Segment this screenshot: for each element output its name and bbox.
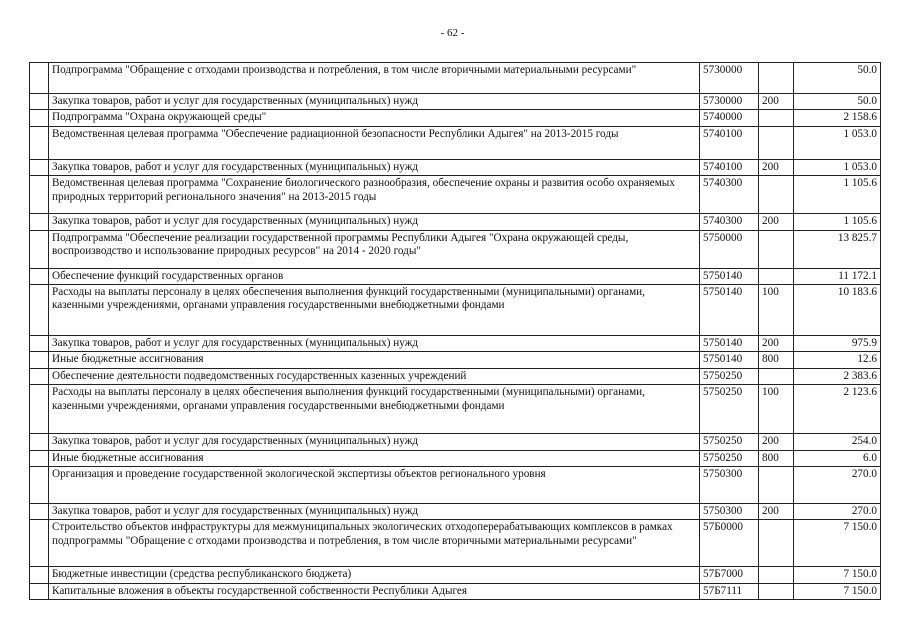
row-margin-cell	[30, 450, 49, 466]
row-type-cell	[759, 126, 794, 159]
row-type-cell: 200	[759, 434, 794, 450]
table-row	[30, 450, 881, 466]
row-margin-cell	[30, 176, 49, 214]
row-type-cell	[759, 520, 794, 567]
table-row	[30, 336, 881, 352]
page-number: - 62 -	[440, 27, 465, 39]
row-name-cell: Подпрограмма "Обеспечение реализации государственной программы Республики Адыгея "Охрана окружающей среды, воспроизводство и использование природных ресурсов" на 2014 - 2020 годы"	[49, 230, 700, 268]
row-code-cell: 5740000	[700, 110, 759, 126]
row-name-cell: Закупка товаров, работ и услуг для государственных (муниципальных) нужд	[49, 159, 700, 175]
row-type-cell: 200	[759, 336, 794, 352]
table-body	[30, 63, 881, 600]
table-row	[30, 94, 881, 110]
row-amount-cell: 11 172.1	[794, 268, 881, 284]
row-amount-cell: 1 053.0	[794, 126, 881, 159]
row-type-cell	[759, 467, 794, 504]
row-amount-cell: 1 053.0	[794, 159, 881, 175]
row-amount-cell: 254.0	[794, 434, 881, 450]
row-margin-cell	[30, 230, 49, 268]
row-name-cell: Бюджетные инвестиции (средства республиканского бюджета)	[49, 567, 700, 583]
table-row	[30, 214, 881, 230]
row-margin-cell	[30, 159, 49, 175]
row-amount-cell: 270.0	[794, 504, 881, 520]
row-name-cell: Расходы на выплаты персоналу в целях обеспечения выполнения функций государственными (муниципальными) органами, казенными учреждениями, органами управления государственными внебюджетными фондами	[49, 385, 700, 434]
table-row	[30, 434, 881, 450]
table-row	[30, 268, 881, 284]
row-amount-cell: 1 105.6	[794, 176, 881, 214]
row-type-cell	[759, 268, 794, 284]
row-name-cell: Обеспечение деятельности подведомственных государственных казенных учреждений	[49, 368, 700, 384]
row-amount-cell: 7 150.0	[794, 567, 881, 583]
row-type-cell	[759, 176, 794, 214]
row-amount-cell: 7 150.0	[794, 520, 881, 567]
row-margin-cell	[30, 504, 49, 520]
row-code-cell: 57Б7000	[700, 567, 759, 583]
row-type-cell: 800	[759, 450, 794, 466]
row-amount-cell: 270.0	[794, 467, 881, 504]
row-amount-cell: 50.0	[794, 94, 881, 110]
row-margin-cell	[30, 285, 49, 336]
row-name-cell: Ведомственная целевая программа "Сохранение биологического разнообразия, обеспечение охраны и развития особо охраняемых природных территорий регионального значения" на 2013-2015 годы	[49, 176, 700, 214]
row-margin-cell	[30, 94, 49, 110]
row-name-cell: Закупка товаров, работ и услуг для государственных (муниципальных) нужд	[49, 504, 700, 520]
row-margin-cell	[30, 214, 49, 230]
row-amount-cell: 6.0	[794, 450, 881, 466]
row-margin-cell	[30, 583, 49, 599]
row-margin-cell	[30, 126, 49, 159]
row-code-cell: 5750000	[700, 230, 759, 268]
row-code-cell: 5740100	[700, 159, 759, 175]
row-name-cell: Расходы на выплаты персоналу в целях обеспечения выполнения функций государственными (муниципальными) органами, казенными учреждениями, органами управления государственными внебюджетными фондами	[49, 285, 700, 336]
row-margin-cell	[30, 110, 49, 126]
row-margin-cell	[30, 467, 49, 504]
row-margin-cell	[30, 520, 49, 567]
table-row	[30, 159, 881, 175]
row-type-cell: 100	[759, 385, 794, 434]
row-type-cell	[759, 110, 794, 126]
budget-table	[29, 62, 881, 600]
row-code-cell: 5730000	[700, 94, 759, 110]
row-code-cell: 5750300	[700, 467, 759, 504]
row-name-cell: Подпрограмма "Охрана окружающей среды"	[49, 110, 700, 126]
row-amount-cell: 13 825.7	[794, 230, 881, 268]
row-name-cell: Закупка товаров, работ и услуг для государственных (муниципальных) нужд	[49, 336, 700, 352]
row-margin-cell	[30, 434, 49, 450]
row-name-cell: Иные бюджетные ассигнования	[49, 352, 700, 368]
row-code-cell: 5750140	[700, 285, 759, 336]
row-code-cell: 5750140	[700, 268, 759, 284]
row-type-cell: 200	[759, 94, 794, 110]
row-type-cell	[759, 368, 794, 384]
row-name-cell: Обеспечение функций государственных органов	[49, 268, 700, 284]
table-row	[30, 368, 881, 384]
row-amount-cell: 2 123.6	[794, 385, 881, 434]
row-code-cell: 57Б7111	[700, 583, 759, 599]
row-amount-cell: 2 158.6	[794, 110, 881, 126]
row-amount-cell: 50.0	[794, 63, 881, 94]
row-margin-cell	[30, 368, 49, 384]
row-code-cell: 5750250	[700, 450, 759, 466]
row-name-cell: Строительство объектов инфраструктуры для межмуниципальных экологических отходоперерабатывающих комплексов в рамках подпрограммы "Обращение с отходами производства и потребления, в том числе вторичными материальными ресурсами"	[49, 520, 700, 567]
row-code-cell: 5750250	[700, 385, 759, 434]
table-row	[30, 385, 881, 434]
row-code-cell: 5740300	[700, 214, 759, 230]
row-code-cell: 57Б0000	[700, 520, 759, 567]
table-row	[30, 352, 881, 368]
row-margin-cell	[30, 268, 49, 284]
table-row	[30, 504, 881, 520]
row-name-cell: Иные бюджетные ассигнования	[49, 450, 700, 466]
row-code-cell: 5740100	[700, 126, 759, 159]
table-row	[30, 126, 881, 159]
row-type-cell: 200	[759, 159, 794, 175]
table-row	[30, 285, 881, 336]
row-margin-cell	[30, 336, 49, 352]
row-name-cell: Капитальные вложения в объекты государственной собственности Республики Адыгея	[49, 583, 700, 599]
row-amount-cell: 1 105.6	[794, 214, 881, 230]
row-code-cell: 5750140	[700, 352, 759, 368]
table-row	[30, 176, 881, 214]
row-margin-cell	[30, 352, 49, 368]
row-code-cell: 5740300	[700, 176, 759, 214]
row-code-cell: 5750300	[700, 504, 759, 520]
row-amount-cell: 7 150.0	[794, 583, 881, 599]
row-amount-cell: 12.6	[794, 352, 881, 368]
row-code-cell: 5750140	[700, 336, 759, 352]
row-name-cell: Подпрограмма "Обращение с отходами производства и потребления, в том числе вторичными материальными ресурсами"	[49, 63, 700, 94]
row-type-cell: 200	[759, 214, 794, 230]
table-row	[30, 230, 881, 268]
table-row	[30, 110, 881, 126]
row-type-cell	[759, 583, 794, 599]
row-name-cell: Закупка товаров, работ и услуг для государственных (муниципальных) нужд	[49, 94, 700, 110]
row-type-cell	[759, 63, 794, 94]
row-type-cell	[759, 230, 794, 268]
table-row	[30, 63, 881, 94]
table-row	[30, 520, 881, 567]
row-type-cell	[759, 567, 794, 583]
row-type-cell: 200	[759, 504, 794, 520]
row-margin-cell	[30, 567, 49, 583]
row-amount-cell: 2 383.6	[794, 368, 881, 384]
row-code-cell: 5750250	[700, 434, 759, 450]
row-name-cell: Закупка товаров, работ и услуг для государственных (муниципальных) нужд	[49, 214, 700, 230]
row-amount-cell: 975.9	[794, 336, 881, 352]
table-row	[30, 567, 881, 583]
table-row	[30, 467, 881, 504]
row-type-cell: 100	[759, 285, 794, 336]
row-name-cell: Закупка товаров, работ и услуг для государственных (муниципальных) нужд	[49, 434, 700, 450]
table-row	[30, 583, 881, 599]
row-margin-cell	[30, 63, 49, 94]
row-name-cell: Организация и проведение государственной экологической экспертизы объектов регионального уровня	[49, 467, 700, 504]
row-amount-cell: 10 183.6	[794, 285, 881, 336]
row-code-cell: 5730000	[700, 63, 759, 94]
row-margin-cell	[30, 385, 49, 434]
row-type-cell: 800	[759, 352, 794, 368]
row-name-cell: Ведомственная целевая программа "Обеспечение радиационной безопасности Республики Адыгея" на 2013-2015 годы	[49, 126, 700, 159]
row-code-cell: 5750250	[700, 368, 759, 384]
